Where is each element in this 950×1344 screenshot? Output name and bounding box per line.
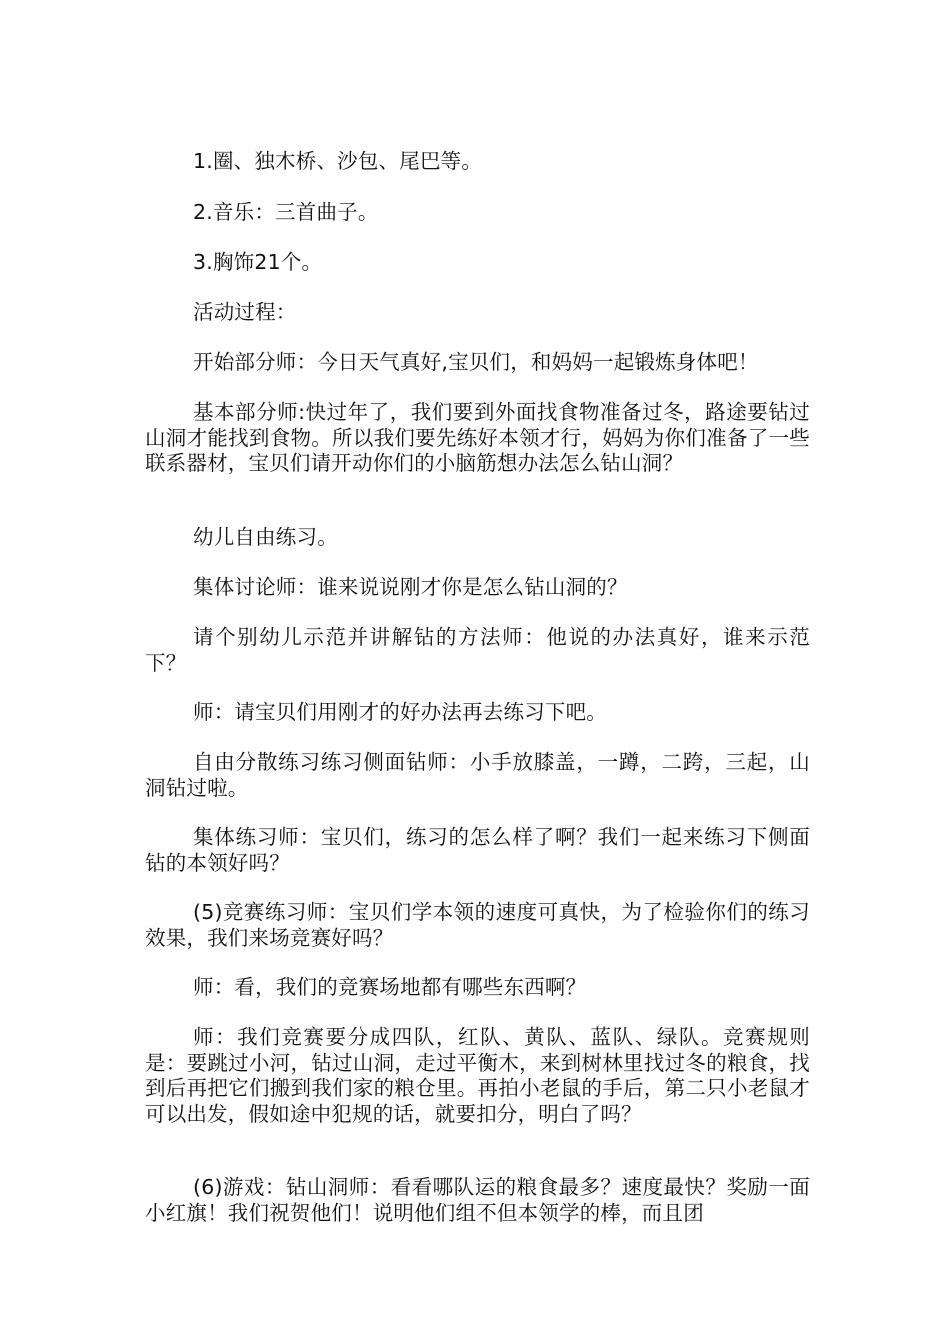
paragraph-8: 集体讨论师：谁来说说刚才你是怎么钻山洞的？: [193, 575, 628, 599]
paragraph-10: 师：请宝贝们用刚才的好办法再去练习下吧。: [193, 700, 607, 724]
paragraph-3: 3.胸饰21个。: [193, 250, 323, 274]
paragraph-6: 基本部分师:快过年了，我们要到外面找食物准备过冬，路途要钻过山洞才能找到食物。所以我们要先练好本领才行，妈妈为你们准备了一些联系器材，宝贝们请开动你们的小脑筋想办法怎么钻山洞？: [145, 400, 810, 475]
paragraph-1: 1.圈、独木桥、沙包、尾巴等。: [193, 149, 483, 173]
paragraph-5: 开始部分师：今日天气真好,宝贝们，和妈妈一起锻炼身体吧！: [193, 350, 759, 374]
paragraph-7: 幼儿自由练习。: [193, 525, 338, 549]
paragraph-14: 师：看，我们的竞赛场地都有哪些东西啊？: [193, 975, 587, 999]
paragraph-11: 自由分散练习练习侧面钻师：小手放膝盖，一蹲，二跨，三起，山洞钻过啦。: [145, 750, 810, 800]
paragraph-9: 请个别幼儿示范并讲解钻的方法师：他说的办法真好，谁来示范下？: [145, 625, 810, 675]
paragraph-12: 集体练习师：宝贝们，练习的怎么样了啊？我们一起来练习下侧面钻的本领好吗？: [145, 825, 810, 875]
paragraph-4: 活动过程：: [193, 300, 297, 324]
paragraph-13: (5)竞赛练习师：宝贝们学本领的速度可真快，为了检验你们的练习效果，我们来场竞赛好吗？: [145, 900, 810, 950]
paragraph-15: 师：我们竞赛要分成四队，红队、黄队、蓝队、绿队。竞赛规则是：要跳过小河，钻过山洞，走过平衡木，来到树林里找过冬的粮食，找到后再把它们搬到我们家的粮仓里。再拍小老鼠的手后，第二只小老鼠才可以出发，假如途中犯规的话，就要扣分，明白了吗？: [145, 1025, 810, 1126]
paragraph-16: (6)游戏：钻山洞师：看看哪队运的粮食最多？速度最快？奖励一面小红旗！我们祝贺他们！说明他们组不但本领学的棒，而且团: [145, 1175, 810, 1225]
paragraph-2: 2.音乐：三首曲子。: [193, 200, 379, 224]
